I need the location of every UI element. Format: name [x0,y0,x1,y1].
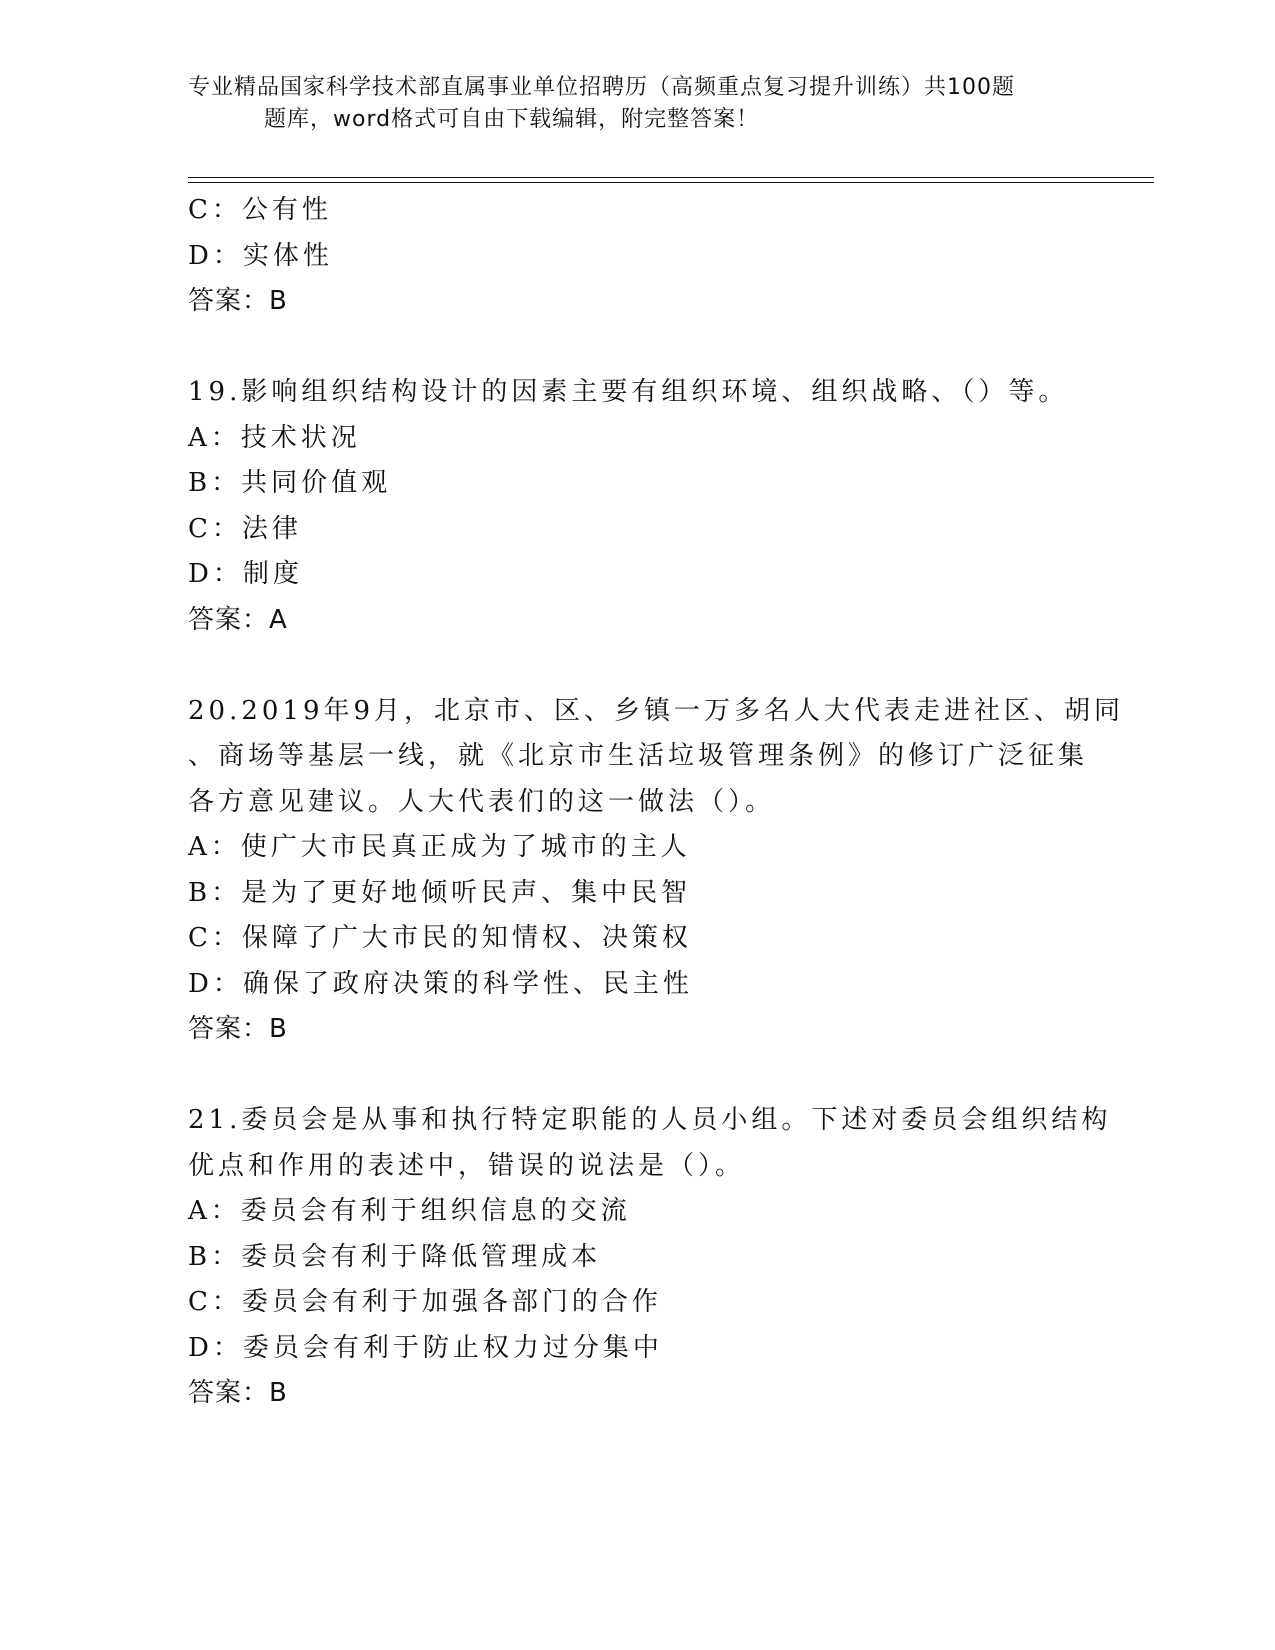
option-a: A：使广大市民真正成为了城市的主人 [188,832,691,862]
question-list [188,188,1128,1417]
option-b: B：是为了更好地倾听民声、集中民智 [188,877,692,908]
question-text: 20.2019年9月，北京市、区、乡镇一万多名人大代表走进社区、胡同 [188,695,1125,726]
option-d: D：委员会有利于防止权力过分集中 [188,1332,663,1363]
option-a: A：技术状况 [188,422,361,453]
answer-line: 答案：B [188,1014,288,1044]
question-21 [188,1098,1128,1417]
option-c: C：法律 [188,513,302,544]
question-20 [188,689,1128,1053]
option-c: C：委员会有利于加强各部门的合作 [188,1287,662,1317]
header-title-line-1: 专业精品国家科学技术部直属事业单位招聘历（高频重点复习提升训练）共100题 [188,75,1015,100]
option-d: D：确保了政府决策的科学性、民主性 [188,968,693,999]
question-text: 19.影响组织结构设计的因素主要有组织环境、组织战略、（）等。 [188,377,1069,407]
question-text: 、商场等基层一线，就《北京市生活垃圾管理条例》的修订广泛征集 [188,741,1089,771]
option-d: D：实体性 [188,240,333,271]
question-text: 优点和作用的表述中，错误的说法是（）。 [188,1150,746,1181]
option-b: B：委员会有利于降低管理成本 [188,1241,602,1272]
option-c: C：保障了广大市民的知情权、决策权 [188,923,692,953]
option-b: B：共同价值观 [188,468,392,498]
document-header [188,72,1088,136]
answer-line: 答案：A [188,604,288,635]
option-c: C：公有性 [188,195,332,225]
spacer [188,643,1128,689]
header-title-line-2: 题库，word格式可自由下载编辑，附完整答案！ [264,107,760,132]
question-text: 21.委员会是从事和执行特定职能的人员小组。下述对委员会组织结构 [188,1105,1112,1135]
header-rule-top [188,177,1154,178]
carryover-block [188,188,1128,325]
answer-line: 答案：B [188,286,288,316]
question-text: 各方意见建议。人大代表们的这一做法（）。 [188,786,776,817]
option-a: A：委员会有利于组织信息的交流 [188,1196,631,1226]
option-d: D：制度 [188,559,303,589]
header-rule-bottom [188,182,1154,183]
spacer [188,1053,1128,1099]
question-19 [188,370,1128,643]
answer-line: 答案：B [188,1378,288,1408]
spacer [188,325,1128,371]
